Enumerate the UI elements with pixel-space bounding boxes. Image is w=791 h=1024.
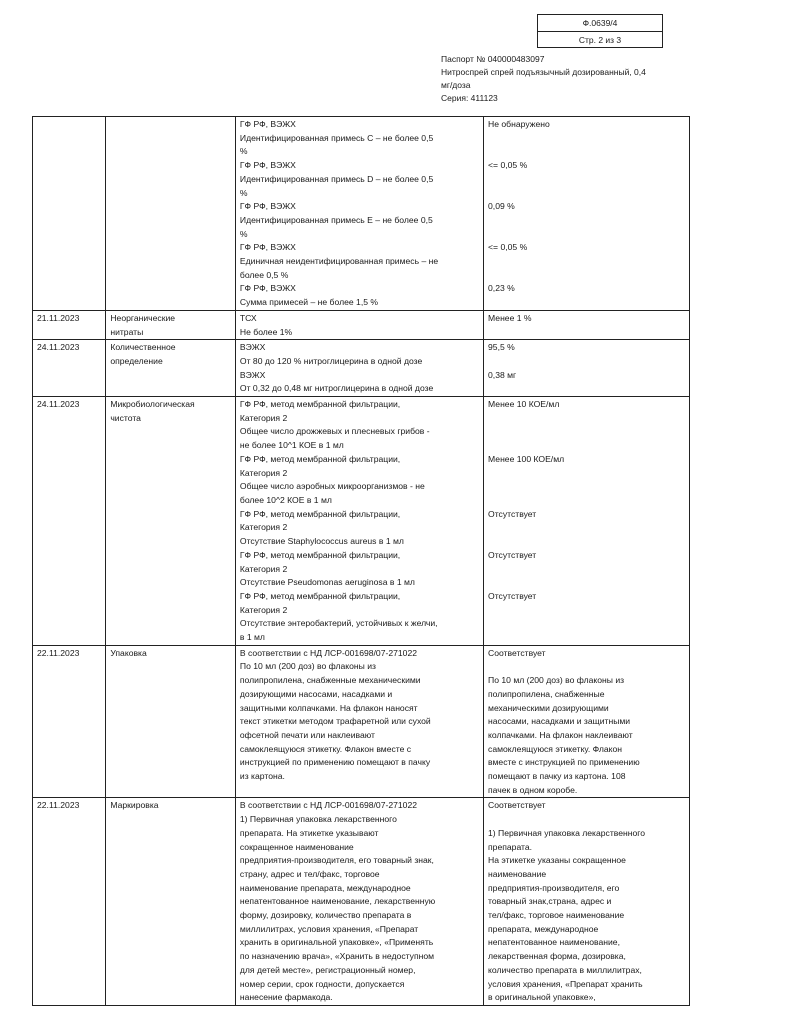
cell-requirement-line: Сумма примесей – не более 1,5 % — [239, 297, 379, 308]
cell-requirement-line: Не более 1% — [239, 326, 293, 337]
cell-requirement-line: ГФ РФ, ВЭЖХ — [239, 242, 296, 253]
table-row — [33, 397, 690, 646]
cell-requirement — [235, 340, 483, 397]
cell-result-line — [488, 521, 685, 535]
date-text: 22.11.2023 — [37, 647, 80, 658]
table-row — [33, 340, 690, 397]
cell-requirement-line: для детей месте», регистрационный номер, — [239, 964, 416, 975]
cell-result-line: Менее 1 % — [488, 312, 532, 323]
cell-result — [484, 117, 690, 311]
cell-requirement — [235, 798, 483, 1006]
cell-requirement-line: Категория 2 — [239, 604, 288, 615]
cell-test-name — [106, 310, 236, 339]
cell-result-line: тел/факс, торговое наименование — [488, 910, 625, 921]
cell-requirement-line: защитными колпачками. На флакон наносят — [239, 702, 418, 713]
cell-requirement-line: Категория 2 — [239, 412, 288, 423]
cell-result-line: количество препарата в миллилитрах, — [488, 964, 642, 975]
cell-requirement-line: самоклеящуюся этикетку. Флакон вместе с — [239, 743, 412, 754]
cell-test-name-line: Микробиологическая — [110, 399, 195, 410]
cell-result-line — [488, 186, 685, 200]
cell-result-line: насосами, насадками и защитными — [488, 716, 631, 727]
cell-result — [484, 310, 690, 339]
cell-requirement-line: ГФ РФ, ВЭЖХ — [239, 283, 296, 294]
cell-requirement-line: нанесение фармакода. — [239, 992, 333, 1003]
cell-test-name-line: Упаковка — [110, 647, 147, 658]
cell-requirement-line: сокращенное наименование — [239, 841, 354, 852]
product-dose: мг/доза — [441, 80, 471, 90]
cell-requirement-line: % — [239, 146, 248, 157]
cell-result-line: <= 0,05 % — [488, 242, 528, 253]
cell-requirement-line: В соответствии с НД ЛСР-001698/07-271022 — [239, 800, 418, 811]
cell-requirement-line: ВЭЖХ — [239, 342, 266, 353]
cell-requirement-line: Категория 2 — [239, 522, 288, 533]
cell-requirement-line: От 0,32 до 0,48 мг нитроглицерина в одной дозе — [239, 383, 434, 394]
cell-result-line — [488, 132, 685, 146]
cell-result-line: в оригинальной упаковке», — [488, 992, 596, 1003]
cell-result-line — [488, 480, 685, 494]
cell-requirement-line: ГФ РФ, ВЭЖХ — [239, 119, 296, 129]
cell-requirement-line: инструкцией по применению помещают в пачку — [239, 757, 431, 768]
cell-result-line: Отсутствует — [488, 549, 537, 560]
cell-test-name-line: Маркировка — [110, 800, 159, 811]
cell-result-line: 0,38 мг — [488, 369, 517, 380]
cell-requirement-line: Категория 2 — [239, 563, 288, 574]
date-text: 24.11.2023 — [37, 342, 80, 353]
cell-date — [33, 340, 106, 397]
cell-requirement — [235, 397, 483, 646]
cell-result-line: На этикетке указаны сокращенное — [488, 855, 626, 866]
passport-number: Паспорт № 040000483097 — [441, 54, 545, 64]
cell-requirement-line: дозирующими насосами, насадками и — [239, 688, 393, 699]
page-number: Стр. 2 из 3 — [538, 31, 662, 48]
test-results-table — [32, 116, 690, 1006]
cell-result-line: 0,09 % — [488, 201, 515, 212]
cell-result-line — [488, 813, 685, 827]
cell-requirement-line: ТСХ — [239, 312, 257, 323]
cell-result-line: <= 0,05 % — [488, 160, 528, 171]
cell-date — [33, 310, 106, 339]
cell-requirement-line: Отсутствие Pseudomonas aeruginosa в 1 мл — [239, 577, 415, 588]
cell-test-name — [106, 117, 236, 311]
cell-test-name-line: Неорганические — [110, 312, 176, 323]
cell-result-line: помещают в пачку из картона. 108 — [488, 771, 626, 782]
cell-requirement-line: Единичная неидентифицированная примесь – не — [239, 256, 439, 267]
cell-result-line: Отсутствует — [488, 590, 537, 601]
cell-result-line: колпачками. На флакон наклеивают — [488, 729, 633, 740]
cell-requirement-line: В соответствии с НД ЛСР-001698/07-271022 — [239, 647, 418, 658]
cell-requirement-line: ГФ РФ, метод мембранной фильтрации, — [239, 453, 401, 464]
cell-result — [484, 798, 690, 1006]
cell-requirement-line: миллилитрах, условия хранения, «Препарат — [239, 923, 419, 934]
cell-result-line — [488, 576, 685, 590]
cell-requirement-line: Идентифицированная примесь E – не более 0,5 — [239, 214, 433, 225]
cell-requirement — [235, 310, 483, 339]
cell-requirement-line: из картона. — [239, 771, 285, 782]
cell-result-line — [488, 494, 685, 508]
cell-result-line: Не обнаружено — [488, 119, 550, 129]
cell-result-line: механическими дозирующими — [488, 702, 609, 713]
cell-result-line: наименование — [488, 868, 547, 879]
cell-requirement-line: номер серии, срок годности, допускается — [239, 978, 405, 989]
cell-test-name-line: нитраты — [110, 326, 144, 337]
cell-requirement-line: форму, дозировку, количество препарата в — [239, 910, 412, 921]
cell-result-line: препарата, международное — [488, 923, 599, 934]
cell-requirement-line: Отсутствие энтеробактерий, устойчивых к желчи, — [239, 618, 438, 629]
cell-date — [33, 397, 106, 646]
cell-requirement-line: % — [239, 228, 248, 239]
table-row — [33, 645, 690, 798]
form-code: Ф.0639/4 — [582, 18, 618, 28]
cell-result-line: вместе с инструкцией по применению — [488, 757, 640, 768]
cell-requirement-line: непатентованное наименование, лекарственную — [239, 896, 436, 907]
cell-test-name — [106, 798, 236, 1006]
cell-requirement-line: текст этикетки методом трафаретной или сухой — [239, 716, 431, 727]
cell-requirement-line: полипропилена, снабженные механическими — [239, 675, 421, 686]
cell-result-line: условия хранения, «Препарат хранить — [488, 978, 643, 989]
cell-date — [33, 117, 106, 311]
cell-date — [33, 798, 106, 1006]
cell-result-line: товарный знак,страна, адрес и — [488, 896, 612, 907]
cell-result-line — [488, 660, 685, 674]
cell-test-name-line: чистота — [110, 412, 141, 423]
cell-requirement-line: ГФ РФ, ВЭЖХ — [239, 160, 296, 171]
cell-requirement-line: ГФ РФ, метод мембранной фильтрации, — [239, 590, 401, 601]
cell-requirement-line: ВЭЖХ — [239, 369, 266, 380]
cell-requirement-line: От 80 до 120 % нитроглицерина в одной дозе — [239, 355, 423, 366]
date-text: 24.11.2023 — [37, 399, 80, 410]
cell-result-line — [488, 173, 685, 187]
cell-result-line: Отсутствует — [488, 508, 537, 519]
cell-result-line — [488, 425, 685, 439]
cell-result-line: самоклеящуюся этикетку. Флакон — [488, 743, 623, 754]
cell-requirement-line: Общее число аэробных микроорганизмов - не — [239, 481, 425, 492]
cell-requirement-line: предприятия-производителя, его товарный знак, — [239, 855, 434, 866]
cell-requirement-line: хранить в оригинальной упаковке», «Применять — [239, 937, 434, 948]
cell-test-name-line: Количественное — [110, 342, 176, 353]
cell-result-line: полипропилена, снабженные — [488, 688, 605, 699]
passport-header — [441, 53, 651, 105]
cell-test-name — [106, 340, 236, 397]
cell-requirement — [235, 645, 483, 798]
cell-requirement-line: ГФ РФ, метод мембранной фильтрации, — [239, 549, 401, 560]
cell-requirement-line: страну, адрес и тел/факс, торговое — [239, 868, 380, 879]
date-text: 22.11.2023 — [37, 800, 80, 811]
cell-requirement-line: Отсутствие Staphylococcus aureus в 1 мл — [239, 536, 404, 547]
cell-result-line: Менее 100 КОЕ/мл — [488, 453, 565, 464]
cell-requirement-line: более 10^2 КОЕ в 1 мл — [239, 494, 332, 505]
cell-requirement-line: Категория 2 — [239, 467, 288, 478]
cell-requirement-line: ГФ РФ, метод мембранной фильтрации, — [239, 508, 401, 519]
cell-result-line: 1) Первичная упаковка лекарственного — [488, 827, 646, 838]
cell-result-line — [488, 255, 685, 269]
cell-result — [484, 645, 690, 798]
cell-result-line — [488, 269, 685, 283]
cell-result-line: Соответствует — [488, 800, 546, 811]
cell-requirement — [235, 117, 483, 311]
cell-test-name — [106, 397, 236, 646]
cell-result-line — [488, 562, 685, 576]
cell-result-line — [488, 145, 685, 159]
form-code-box — [537, 14, 663, 48]
cell-result-line — [488, 355, 685, 369]
cell-result-line: 0,23 % — [488, 283, 515, 294]
cell-result-line: пачек в одном коробе. — [488, 784, 578, 795]
cell-test-name-line: определение — [110, 355, 163, 366]
cell-requirement-line: По 10 мл (200 доз) во флаконы из — [239, 661, 376, 672]
cell-requirement-line: наименование препарата, международное — [239, 882, 411, 893]
cell-result-line — [488, 412, 685, 426]
table-row — [33, 117, 690, 311]
cell-result-line — [488, 535, 685, 549]
cell-result-line: непатентованное наименование, — [488, 937, 620, 948]
cell-test-name — [106, 645, 236, 798]
cell-requirement-line: ГФ РФ, метод мембранной фильтрации, — [239, 399, 401, 410]
cell-result-line: лекарственная форма, дозировка, — [488, 951, 626, 962]
cell-result-line — [488, 228, 685, 242]
cell-result-line — [488, 439, 685, 453]
cell-requirement-line: ГФ РФ, ВЭЖХ — [239, 201, 296, 212]
cell-requirement-line: в 1 мл — [239, 632, 265, 643]
cell-requirement-line: % — [239, 187, 248, 198]
cell-result — [484, 340, 690, 397]
cell-result-line: препарата. — [488, 841, 533, 852]
date-text — [37, 118, 101, 132]
cell-date — [33, 645, 106, 798]
cell-result-line: Соответствует — [488, 647, 546, 658]
cell-requirement-line: более 0,5 % — [239, 269, 289, 280]
cell-requirement-line: офсетной печати или наклеивают — [239, 729, 375, 740]
table-row — [33, 310, 690, 339]
cell-result-line: По 10 мл (200 доз) во флаконы из — [488, 675, 625, 686]
date-text: 21.11.2023 — [37, 312, 80, 323]
cell-requirement-line: не более 10^1 КОЕ в 1 мл — [239, 440, 344, 451]
table-row — [33, 798, 690, 1006]
series-number: Серия: 411123 — [441, 93, 498, 103]
cell-result — [484, 397, 690, 646]
cell-requirement-line: Идентифицированная примесь C – не более 0,5 — [239, 132, 434, 143]
cell-requirement-line: препарата. На этикетке указывают — [239, 827, 379, 838]
cell-result-line — [488, 467, 685, 481]
cell-result-line — [488, 214, 685, 228]
product-name: Нитроспрей спрей подъязычный дозированный, 0,4 — [441, 67, 646, 77]
cell-requirement-line: 1) Первичная упаковка лекарственного — [239, 814, 397, 825]
cell-requirement-line: по назначению врача», «Хранить в недоступном — [239, 951, 435, 962]
cell-result-line: предприятия-производителя, его — [488, 882, 620, 893]
cell-requirement-line: Идентифицированная примесь D – не более 0,5 — [239, 173, 434, 184]
cell-result-line: Менее 10 КОЕ/мл — [488, 399, 560, 410]
cell-result-line: 95,5 % — [488, 342, 515, 353]
cell-requirement-line: Общее число дрожжевых и плесневых грибов - — [239, 426, 430, 437]
